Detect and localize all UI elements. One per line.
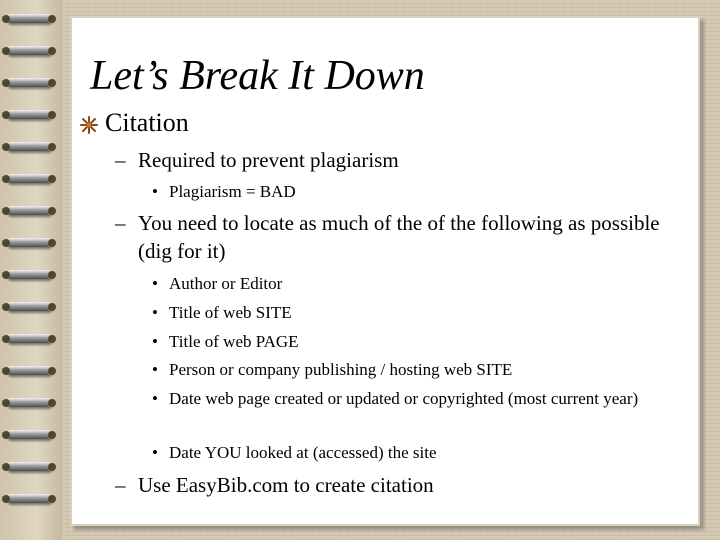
ring-icon [6,366,52,375]
list-item-text: Author or Editor [169,274,283,293]
ring-icon [6,14,52,23]
spiral-binding [0,0,62,540]
list-item [115,209,685,265]
list-item-text: Title of web SITE [169,303,292,322]
ring-icon [6,398,52,407]
ring-icon [6,430,52,439]
list-item [152,357,697,382]
list-item-text: Date web page created or updated or copyrighted (most current year) [169,389,639,408]
list-item [115,471,685,499]
dash-marker: – [115,148,126,172]
ring-icon [6,110,52,119]
ring-icon [6,206,52,215]
ring-icon [6,238,52,247]
bullet-marker: • [152,360,158,379]
ring-icon [6,494,52,503]
ring-icon [6,78,52,87]
bullet-marker: • [152,182,158,201]
bullet-marker: • [152,389,158,408]
ring-icon [6,334,52,343]
list-item [152,386,697,411]
list-item [152,329,697,354]
bullet-marker: • [152,274,158,293]
list-item [152,300,697,325]
bullet-citation-label: Citation [105,108,189,137]
ring-icon [6,142,52,151]
dash-marker: – [115,473,126,497]
ring-icon [6,270,52,279]
list-item [152,271,697,296]
list-item [152,440,697,465]
list-item-text: Required to prevent plagiarism [138,148,399,172]
list-item-text: Plagiarism = BAD [169,182,296,201]
slide-title: Let’s Break It Down [90,53,425,99]
bullet-marker: • [152,332,158,351]
list-item-text: You need to locate as much of the of the following as possible (dig for it) [138,211,660,263]
list-item [115,146,685,174]
starburst-icon [80,116,98,134]
list-item-text: Title of web PAGE [169,332,299,351]
list-item [152,179,697,204]
list-item-text: Use EasyBib.com to create citation [138,473,434,497]
dash-marker: – [115,211,126,235]
list-item-text: Date YOU looked at (accessed) the site [169,443,437,462]
ring-icon [6,46,52,55]
ring-icon [6,462,52,471]
bullet-marker: • [152,303,158,322]
ring-icon [6,302,52,311]
list-item-text: Person or company publishing / hosting web SITE [169,360,513,379]
bullet-marker: • [152,443,158,462]
ring-icon [6,174,52,183]
